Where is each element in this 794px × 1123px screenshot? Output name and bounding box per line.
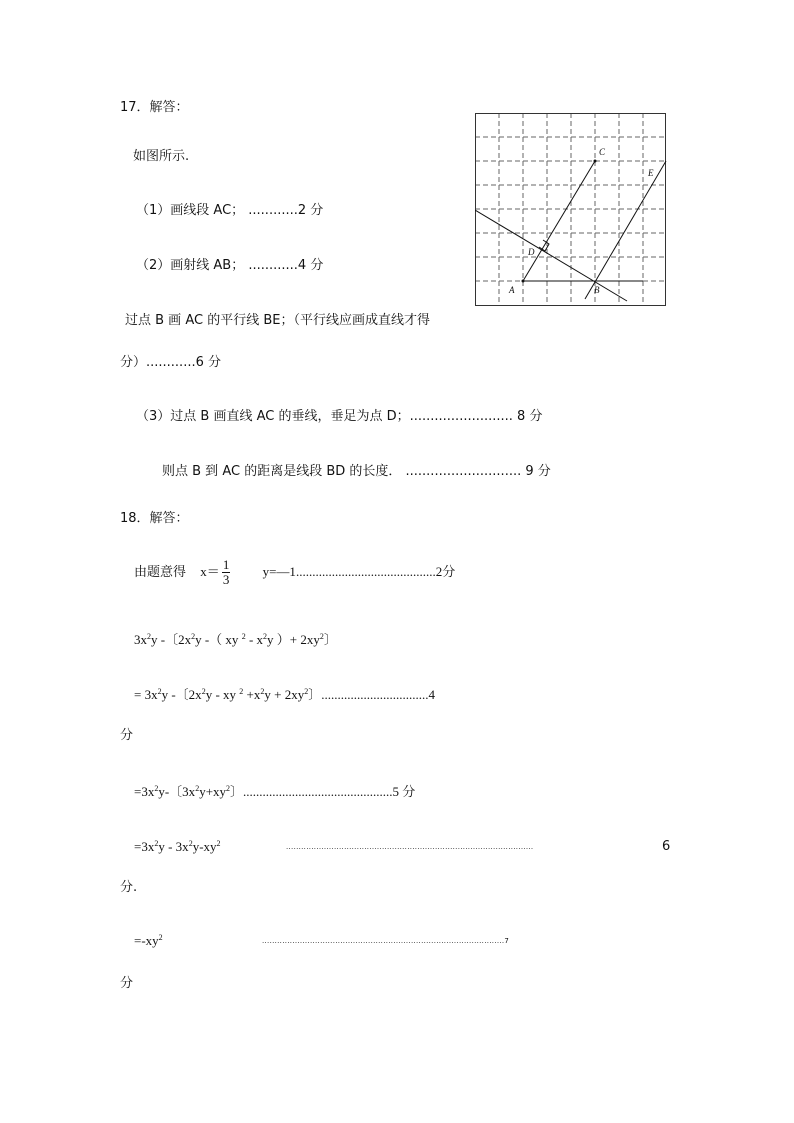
expr-part: y ）+ 2xy xyxy=(267,632,320,647)
step-part: y-xy xyxy=(192,839,217,854)
exponent: 2 xyxy=(154,784,159,793)
step-part: y-〔3x xyxy=(158,784,196,799)
fraction-numerator: 1 xyxy=(222,557,230,572)
q18-expression xyxy=(134,632,337,648)
label-b: B xyxy=(594,285,600,295)
exponent: 2 xyxy=(263,632,268,641)
q18-step1 xyxy=(134,687,435,703)
q18-step3-dots: .................................................................................................. xyxy=(286,843,534,851)
expr-part: 3x xyxy=(134,632,147,647)
point-c xyxy=(594,160,597,163)
q18-given-score: 2分 xyxy=(435,564,456,579)
segment-ac xyxy=(523,161,595,281)
exponent: 2 xyxy=(216,839,221,848)
step-part: y + 2xy xyxy=(264,687,305,702)
exponent: 2 xyxy=(188,839,193,848)
geometry-figure xyxy=(475,113,667,307)
q17-part2-continued-score: 分）............6 分 xyxy=(120,355,221,370)
label-e: E xyxy=(648,168,654,178)
step-part: y - xy xyxy=(205,687,240,702)
exponent: 2 xyxy=(304,687,309,696)
q18-step4 xyxy=(134,933,163,949)
expr-part: y -〔2x xyxy=(151,632,192,647)
step-part: = 3x xyxy=(134,687,158,702)
step-part: 〕.................................4 xyxy=(308,687,435,702)
exponent: 2 xyxy=(319,632,324,641)
fraction-one-third xyxy=(222,558,231,587)
q17-intro: 如图所示. xyxy=(133,149,190,164)
exponent: 2 xyxy=(147,632,151,641)
step-part: =3x xyxy=(134,784,155,799)
q18-step1-unit: 分 xyxy=(120,728,134,743)
q17-heading: 17．解答： xyxy=(120,100,189,115)
step-part: y - 3x xyxy=(158,839,189,854)
exponent: 2 xyxy=(158,933,163,942)
q18-step3 xyxy=(134,839,221,855)
fraction-denominator: 3 xyxy=(222,572,230,587)
exponent: 2 xyxy=(260,687,265,696)
q18-y-value: y=—1 xyxy=(262,564,296,579)
exponent: 2 xyxy=(154,839,159,848)
step-part: =-xy xyxy=(134,933,159,948)
label-d: D xyxy=(528,247,535,257)
exponent: 2 xyxy=(239,687,244,696)
line-be xyxy=(585,161,666,299)
label-a: A xyxy=(509,285,515,295)
exponent: 2 xyxy=(241,632,246,641)
label-c: C xyxy=(599,147,606,157)
q17-conclusion: 则点 B 到 AC 的距离是线段 BD 的长度． ............................ 9 分 xyxy=(162,464,551,479)
expr-part: 〕 xyxy=(323,632,337,647)
q18-given xyxy=(134,557,455,588)
q18-heading: 18．解答： xyxy=(120,511,189,526)
q17-part2-continued: 过点 B 画 AC 的平行线 BE；（平行线应画成直线才得 xyxy=(125,313,430,328)
step-part: +x xyxy=(243,687,261,702)
q17-part1: （1）画线段 AC； ............2 分 xyxy=(136,203,324,218)
q17-part3: （3）过点 B 画直线 AC 的垂线，垂足为点 D；......................... 8 分 xyxy=(136,409,543,424)
q18-step3-unit: 分. xyxy=(120,880,138,895)
q17-part2: （2）画射线 AB； ............4 分 xyxy=(136,258,324,273)
exponent: 2 xyxy=(195,784,200,793)
exponent: 2 xyxy=(157,687,162,696)
q18-x-lhs: x＝ xyxy=(200,564,220,579)
exponent: 2 xyxy=(191,632,196,641)
step-part: =3x xyxy=(134,839,155,854)
exponent: 2 xyxy=(201,687,206,696)
q18-step3-score: 6 xyxy=(662,839,671,854)
line-bd-perpendicular xyxy=(475,210,627,301)
step-part: y+xy xyxy=(199,784,227,799)
q18-given-prefix: 由题意得 xyxy=(134,565,187,580)
q18-step2 xyxy=(134,784,415,800)
expr-part: - x xyxy=(245,632,264,647)
q18-given-dots: ........................................... xyxy=(295,564,436,579)
step-part: y -〔2x xyxy=(161,687,202,702)
q18-step4-unit: 分 xyxy=(120,976,134,991)
expr-part: y -（ xy xyxy=(195,632,242,647)
exponent: 2 xyxy=(226,784,231,793)
step-part: 〕..............................................5 分 xyxy=(230,784,416,799)
point-a xyxy=(522,280,525,283)
q18-step4-dots: ................................................................................................7 xyxy=(262,937,510,945)
